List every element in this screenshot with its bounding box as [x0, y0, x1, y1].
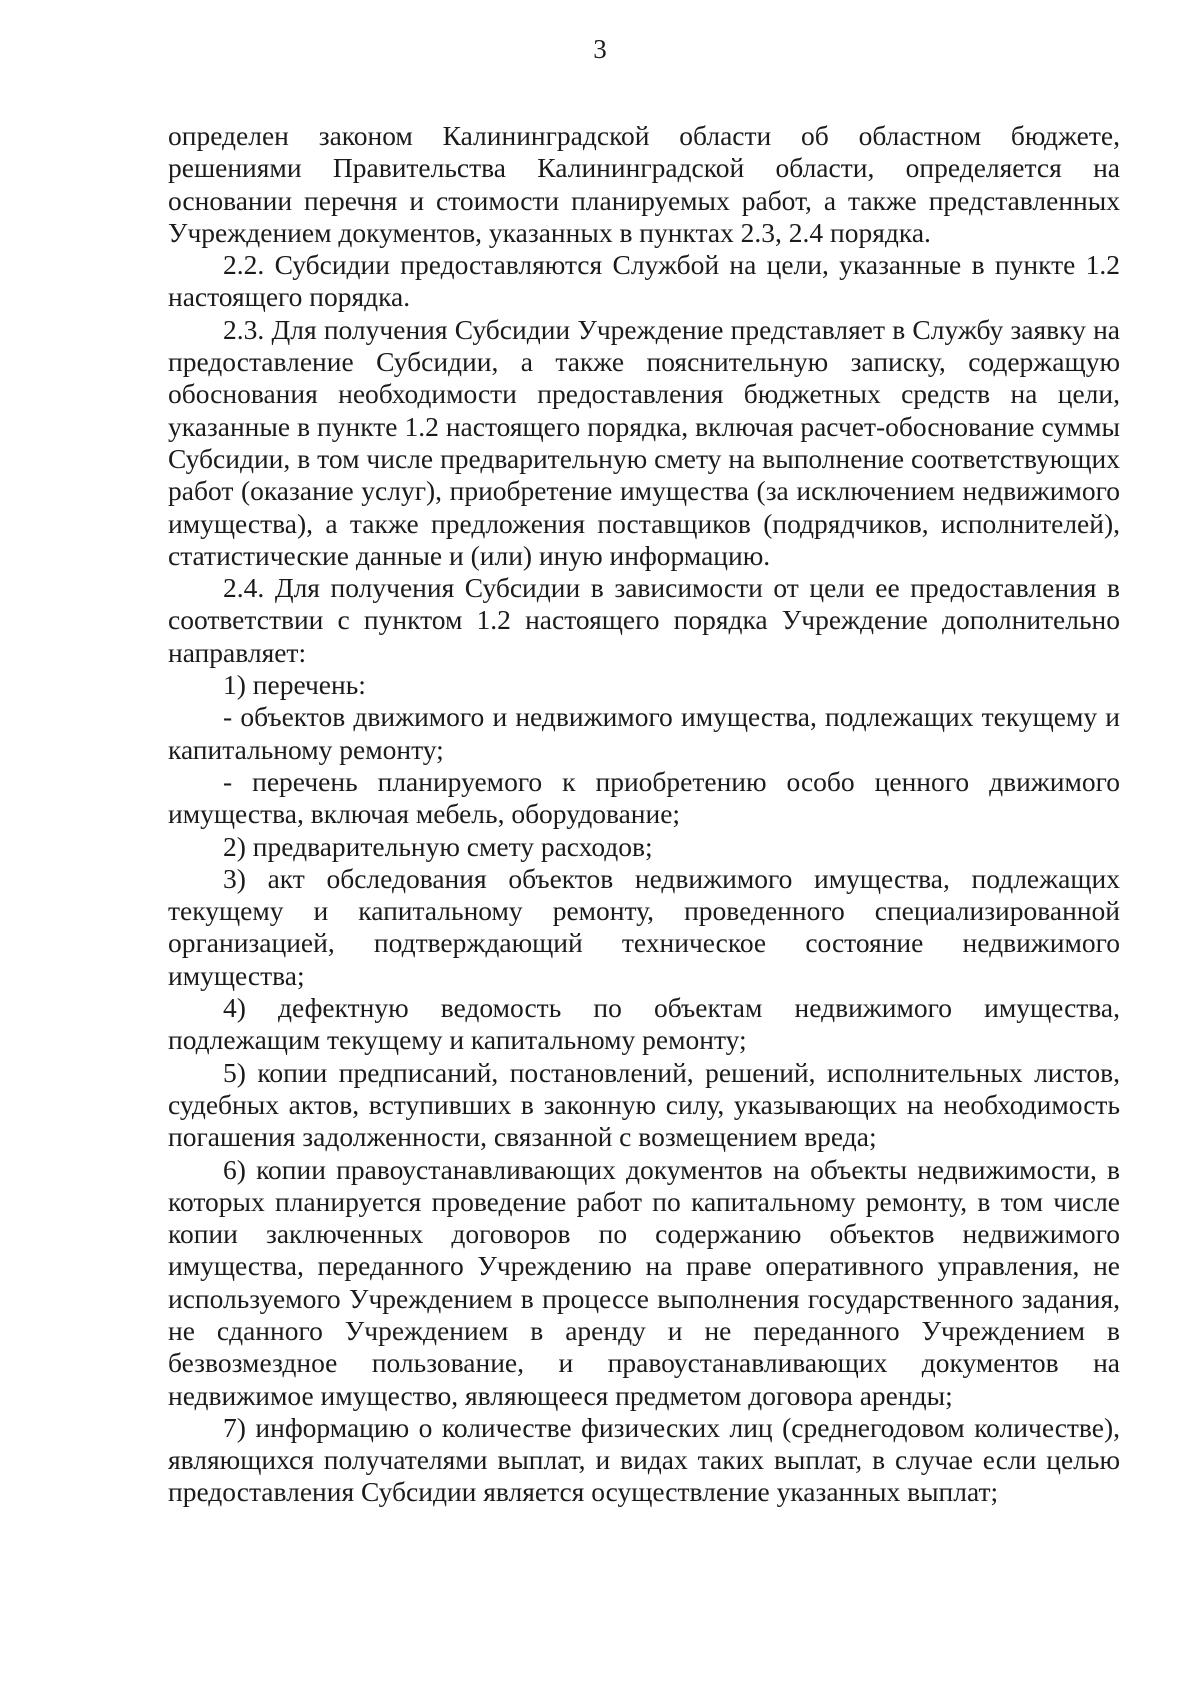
list-item-2: 2) предварительную смету расходов;: [223, 830, 653, 862]
page-number: 3: [593, 34, 607, 64]
paragraph-continuation: определен законом Калининградской области об областном бюджете, решениями Правительства Калининградской области, определяется на основании перечня и стоимости планируемых работ, а также представленных Учреждением документов, указанных в пунктах 2.3, 2.4 порядка.: [168, 120, 1120, 248]
list-item-6: 6) копии правоустанавливающих документов на объекты недвижимости, в которых планируется проведение работ по капитальному ремонту, в том числе копии заключенных договоров по содержанию объектов недвижимого имущества, переданного Учреждению на праве оперативного управления, не используемого Учреждением в процессе выполнения государственного задания, не сданного Учреждением в аренду и не переданного Учреждением в безвозмездное пользование, и правоустанавливающих документов на недвижимое имущество, являющееся предметом договора аренды;: [168, 1153, 1120, 1411]
list-subitem-movable-property: - объектов движимого и недвижимого имущества, подлежащих текущему и капитальному ремонту;: [168, 701, 1120, 765]
list-item-3: 3) акт обследования объектов недвижимого имущества, подлежащих текущему и капитальному ремонту, проведенного специализированной организацией, подтверждающий техническое состояние недвижимого имущества;: [168, 862, 1120, 991]
paragraph-2-4: 2.4. Для получения Субсидии в зависимости от цели ее предоставления в соответствии с пунктом 1.2 настоящего порядка Учреждение дополнительно направляет:: [168, 572, 1120, 668]
list-item-4: 4) дефектную ведомость по объектам недвижимого имущества, подлежащим текущему и капитальному ремонту;: [168, 992, 1120, 1056]
paragraph-2-3: 2.3. Для получения Субсидии Учреждение представляет в Службу заявку на предоставление Субсидии, а также пояснительную записку, содержащую обоснования необходимости предоставления бюджетных средств на цели, указанные в пункте 1.2 настоящего порядка, включая расчет-обоснование суммы Субсидии, в том числе предварительную смету на выполнение соответствующих работ (оказание услуг), приобретение имущества (за исключением недвижимого имущества), а также предложения поставщиков (подрядчиков, исполнителей), статистические данные и (или) иную информацию.: [168, 313, 1120, 571]
paragraph-2-2: 2.2. Субсидии предоставляются Службой на цели, указанные в пункте 1.2 настоящего порядка.: [168, 249, 1120, 313]
list-item-7: 7) информацию о количестве физических лиц (среднегодовом количестве), являющихся получателями выплат, и видах таких выплат, в случае если целью предоставления Субсидии является осуществление указанных выплат;: [168, 1411, 1120, 1508]
list-item-5: 5) копии предписаний, постановлений, решений, исполнительных листов, судебных актов, вступивших в законную силу, указывающих на необходимость погашения задолженности, связанной с возмещением вреда;: [168, 1056, 1120, 1153]
list-item-1: 1) перечень:: [223, 669, 366, 701]
document-body: [168, 120, 1120, 1509]
list-subitem-valuable-property: - перечень планируемого к приобретению особо ценного движимого имущества, включая мебель, оборудование;: [168, 765, 1120, 830]
